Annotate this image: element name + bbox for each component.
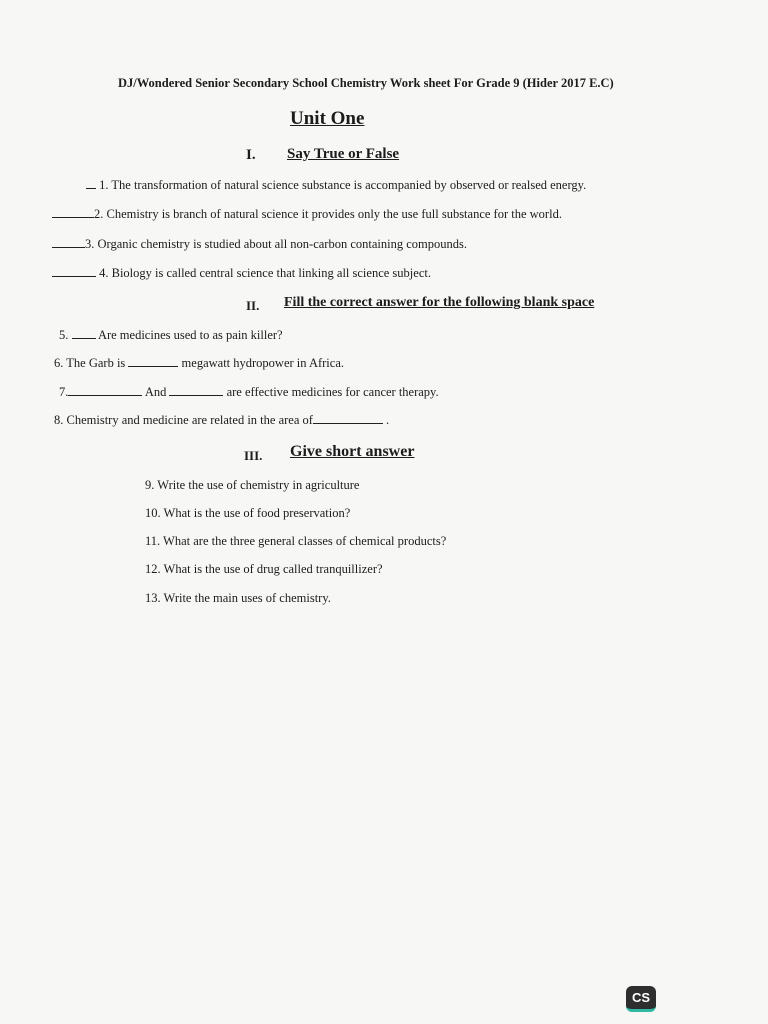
answer-blank[interactable] <box>313 413 383 424</box>
short-question-11: 11. What are the three general classes of chemical products? <box>145 534 447 548</box>
answer-blank[interactable] <box>128 356 178 367</box>
section-1-title: Say True or False <box>287 146 400 162</box>
answer-blank[interactable] <box>86 178 96 189</box>
tf-question-3-text: 3. Organic chemistry is studied about all non-carbon containing compounds. <box>85 237 467 251</box>
worksheet-header: DJ/Wondered Senior Secondary School Chemistry Work sheet For Grade 9 (Hider 2017 E.C) <box>118 76 614 90</box>
tf-question-4-text: 4. Biology is called central science that linking all science subject. <box>99 266 431 280</box>
answer-blank[interactable] <box>52 207 94 218</box>
short-question-12: 12. What is the use of drug called tranquillizer? <box>145 562 383 576</box>
answer-blank[interactable] <box>52 237 85 248</box>
tf-question-1-text: 1. The transformation of natural science substance is accompanied by observed or realsed energy. <box>99 178 587 192</box>
q7-mid: And <box>144 385 167 399</box>
answer-blank[interactable] <box>68 385 142 396</box>
tf-question-3 <box>52 237 467 252</box>
camscanner-logo-icon: CS <box>626 986 656 1012</box>
short-question-9: 9. Write the use of chemistry in agriculture <box>145 478 360 492</box>
q8-end: . <box>386 413 390 427</box>
tf-question-2-text: 2. Chemistry is branch of natural science it provides only the use full substance for the world. <box>94 207 562 221</box>
section-1-number: I. <box>246 147 256 163</box>
answer-blank[interactable] <box>169 385 223 396</box>
fill-question-6 <box>54 356 344 371</box>
section-3-number: III. <box>244 448 263 463</box>
fill-question-8 <box>54 413 389 428</box>
q5-text: Are medicines used to as pain killer? <box>97 328 283 342</box>
tf-question-4 <box>52 266 431 281</box>
q7-end: are effective medicines for cancer therapy. <box>226 385 439 399</box>
q6-text-b: megawatt hydropower in Africa. <box>181 356 344 370</box>
section-2-number: II. <box>246 298 260 313</box>
unit-title: Unit One <box>290 108 365 129</box>
fill-question-5 <box>59 328 283 343</box>
q7-number: 7. <box>59 385 69 399</box>
short-question-10: 10. What is the use of food preservation? <box>145 506 351 520</box>
q5-number: 5. <box>59 328 69 342</box>
short-question-13: 13. Write the main uses of chemistry. <box>145 591 331 605</box>
q8-text: 8. Chemistry and medicine are related in the area of <box>54 413 313 427</box>
answer-blank[interactable] <box>52 266 96 277</box>
tf-question-1 <box>86 178 586 193</box>
fill-question-7 <box>59 385 439 400</box>
q6-text-a: 6. The Garb is <box>54 356 126 370</box>
section-2-title: Fill the correct answer for the following blank space <box>284 295 595 310</box>
section-3-title: Give short answer <box>290 443 415 460</box>
answer-blank[interactable] <box>72 328 96 339</box>
tf-question-2 <box>52 207 562 222</box>
